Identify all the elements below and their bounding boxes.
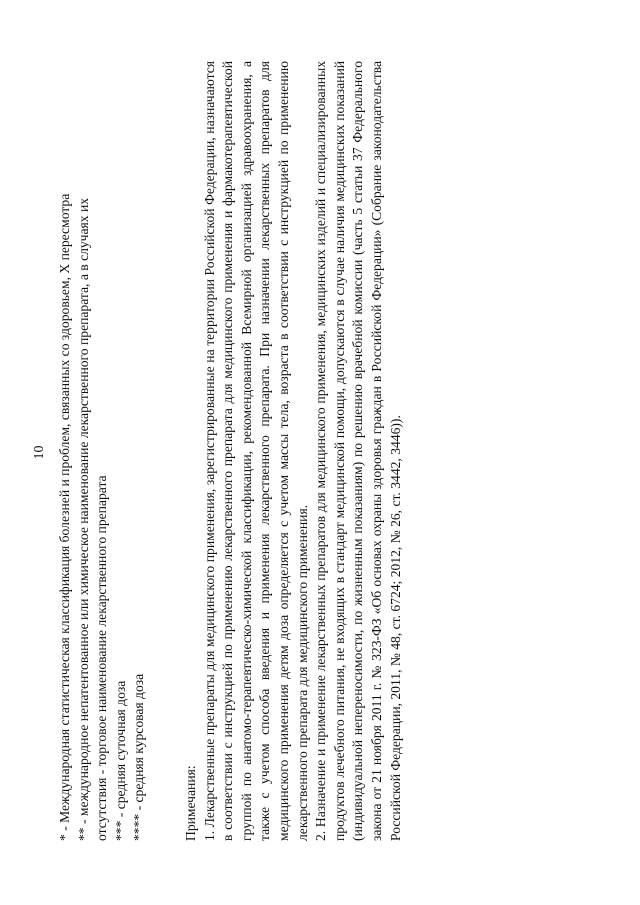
- footnote-line: *** - средняя суточная доза: [112, 680, 128, 841]
- page-number: 10: [32, 445, 47, 460]
- notes-block: [182, 61, 405, 841]
- footnote-line: * - Международная статистическая классификация болезней и проблем, связанных со здоровьем, X пересмотра: [57, 193, 72, 841]
- footnote-line: **** - средняя курсовая доза: [131, 673, 147, 841]
- footnote-line: отсутствия - торговое наименование лекарственного препарата: [94, 475, 110, 841]
- note-item: 2. Назначение и применение лекарственных препаратов для медицинского применения, медицинских изделий и специализированных продуктов лечебного питания, не входящих в стандарт медицинской помощи, допускаются в случае наличия медицинских показаний (индивидуальной непереносимости, по жизненным показаниям) по решению врачебной комиссии (часть 5 статьи 37 Федерального закона от 21 ноября 2011 г. № 323-ФЗ «Об основах охраны здоровья граждан в Российской Федерации» (Собрание законодательства Российской Федерации, 2011, № 48, ст. 6724; 2012, № 26, ст. 3442, 3446)).: [313, 61, 403, 841]
- footnote-line: ** - международное непатентованное или химическое наименование лекарственного препарата, а в случаях их: [75, 197, 91, 841]
- note-item: 1. Лекарственные препараты для медицинского применения, зарегистрированные на территории Российской Федерации, назначаются в соответствии с инструкцией по применению лекарственного препарата для медицинского применения и фармакотерапевтической группой по анатомо-терапевтическо-химической классификации, рекомендованной Всемирной организацией здравоохранения, а также с учетом способа введения и применения лекарственного препарата. При назначении лекарственных препаратов для медицинского применения детям доза определяется с учетом массы тела, возраста в соответствии с инструкцией по применению лекарственного препарата для медицинского применения.: [201, 61, 310, 841]
- footnotes-block: [56, 81, 149, 841]
- notes-heading: Примечания:: [183, 765, 198, 841]
